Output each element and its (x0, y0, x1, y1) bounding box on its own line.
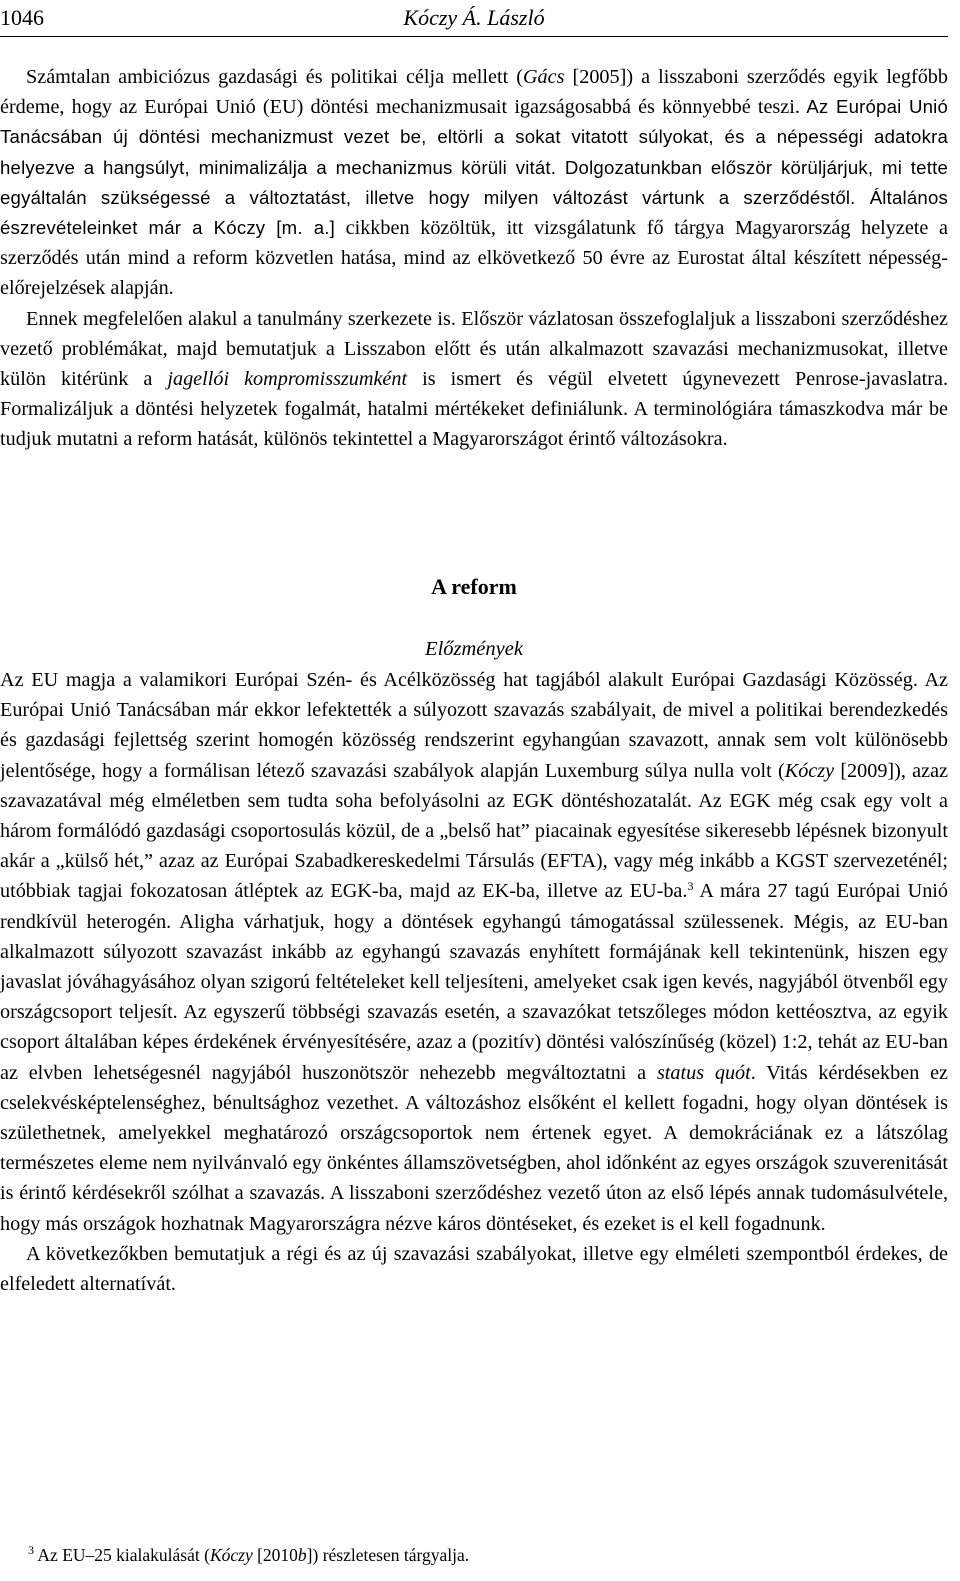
text-run: [2009]), azaz szavazatával még elméletben sem tudta soha befolyásolni az EGK döntéshozatalát. Az EGK még csak egy volt a három formálódó gazdasági csoportosulás közül, de a „belső hat” piacainak egyesítése sikeresebb lépésnek bizonyult akár a „külső hét,” azaz az Európai Szabadkereskedelmi Társulás (EFTA), vagy még inkább a KGST szervezeténél; utóbbiak tagjai fokozatosan átléptek az EGK-ba, majd az EK-ba, illetve az EU-ba. (0, 759, 948, 903)
text-run: Az EU magja a valamikori Európai Szén- és Acélközösség hat tagjából alakult Európai Gazdasági Közösség. Az Európai Unió Tanácsában már ekkor lefektették a súlyozott szavazás szabályait, de mivel a politikai berendezkedés és gazdasági fejlettség szerint homogén közösség rendszerint egyhangúan szavazott, annak sem volt különösebb jelentősége, hogy a formálisan létező szavazási szabályok alapján Luxemburg súlya nulla volt ( (0, 669, 948, 782)
page-number: 1046 (0, 5, 44, 30)
text-run: cikkben közöltük, itt vizsgálatunk fő tárgya Magyarország helyzete a szerződés után mind a reform közvetlen hatása, mind az elkövetkező 50 évre az Eurostat által készített népesség-előrejelzések alapján. (0, 217, 948, 300)
footnote-text: ]) részletesen tárgyalja. (306, 1545, 470, 1565)
running-header (0, 0, 948, 37)
running-head-author: Kóczy Á. László (403, 5, 545, 30)
intro-paragraph-1 (0, 62, 948, 304)
text-run: Számtalan ambiciózus gazdasági és politikai célja mellett ( (26, 66, 523, 88)
text-run: Ennek megfelelően alakul a tanulmány szerkezete is. Először vázlatosan összefoglaljuk a lisszaboni szerződéshez vezető problémákat, majd bemutatjuk a Lisszabon előtt és után alkalmazott szavazási mechanizmusokat, illetve külön kitérünk a (0, 307, 948, 391)
section-heading: A reform (431, 574, 517, 599)
citation-author: Kóczy (209, 1545, 253, 1565)
citation-suffix: b (297, 1545, 307, 1565)
main-section (0, 665, 948, 1299)
text-run: [2005]) a lisszaboni szerződés egyik legfőbb érdeme, hogy az Európai Unió (EU) döntési mechanizmusait igazságosabbá és könnyebbé teszi. (0, 66, 948, 119)
text-run: is ismert és végül elvetett úgynevezett Penrose-javaslatra. Formalizáljuk a döntési helyzetek fogalmát, hatalmi mértékeket definiálunk. A terminológiára támaszkodva már be tudjuk mutatni a reform hatását, különös tekintettel a Magyarországot érintő változásokra. (0, 368, 948, 451)
subsection-heading: Előzmények (425, 638, 523, 660)
main-paragraph-1 (0, 665, 948, 1239)
text-run-sans: Az Európai Unió Tanácsában új döntési mechanizmust vezet be, eltörli a sokat vitatott súlyokat, és a népességi adatokra helyezve a hangsúlyt, minimalizálja a mechanizmus körüli vitát. Dolgozatunkban először körüljárjuk, mi tette egyáltalán szükségessé a változtatást, illetve hogy milyen változást vártunk a szerződéstől. Általános észrevételeinket már a Kóczy [m. a.] (0, 96, 948, 239)
emphasis-term: status quót (656, 1061, 751, 1084)
footnote-number: 3 (28, 1543, 34, 1557)
emphasis-term: jagellói kompromisszumként (167, 368, 408, 391)
footnote (28, 1542, 469, 1568)
footnote-text: Az EU–25 kialakulását ( (34, 1545, 210, 1565)
text-run: . Vitás kérdésekben ez cselekvésképtelenséghez, bénultsághoz vezethet. A változáshoz elsőként el kellett fogadni, hogy olyan döntések is születhetnek, amelyekkel meghatározó országcsoportok nem értenek egyet. A demokráciának ez a látszólag természetes eleme nem nyilvánvaló egy önkéntes államszövetségben, ahol időnként az egyes országok szuverenitását is érintő kérdésekről szólhat a szavazás. A lisszaboni szerződéshez vezető úton az első lépés annak tudomásulvétele, hogy más országok hozhatnak Magyarországra nézve káros döntéseket, és ezeket is el kell fogadnunk. (0, 1061, 948, 1235)
text-run: A mára 27 tagú Európai Unió rendkívül heterogén. Aligha várhatjuk, hogy a döntések egyhangú támogatással szülessenek. Mégis, az EU-ban alkalmazott súlyozott szavazást inkább az egyhangú szavazás enyhített formájának kell tekintenünk, hiszen egy javaslat jóváhagyásához olyan szigorú feltételeket kell teljesíteni, amelyeket csak igen kevés, nagyjából ötvenből egy országcsoport teljesít. Az egyszerű többségi szavazás esetén, a szavazókat tetszőleges módon kettéosztva, az egyik csoport általában képes érdekének érvényesítésére, azaz a (pozitív) döntési valószínűség (közel) 1:2, tehát az EU-ban az elvben lehetségesnél nagyjából huszonötször nehezebb megváltoztatni a (0, 880, 948, 1084)
citation-author: Kóczy (784, 759, 835, 782)
main-paragraph-2: A következőkben bemutatjuk a régi és az új szavazási szabályokat, illetve egy elméleti szempontból érdekes, de elfeledett alternatívát. (0, 1242, 948, 1296)
footnote-reference[interactable]: 3 (687, 879, 694, 894)
intro-paragraph-2 (0, 304, 948, 455)
intro-section (0, 62, 948, 455)
footnote-text: [2010 (252, 1545, 298, 1565)
citation-author: Gács (522, 66, 565, 88)
